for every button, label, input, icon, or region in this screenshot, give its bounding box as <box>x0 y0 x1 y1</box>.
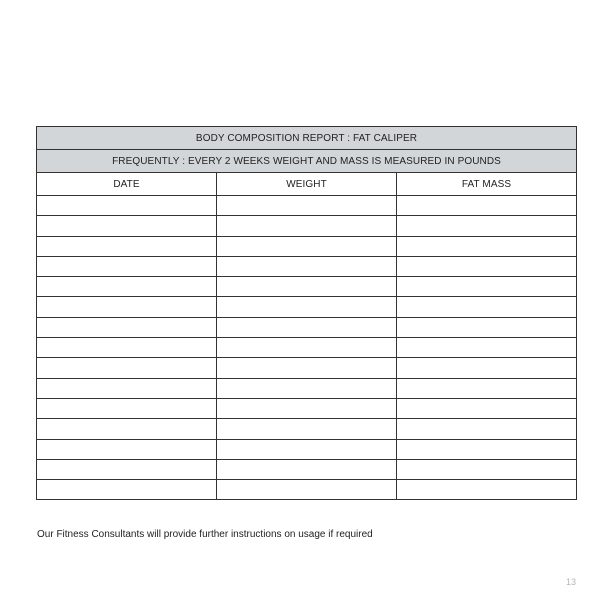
weight-cell[interactable] <box>217 480 397 500</box>
fat-mass-cell[interactable] <box>397 236 577 256</box>
date-cell[interactable] <box>37 256 217 276</box>
table-row <box>37 439 577 459</box>
footnote: Our Fitness Consultants will provide further instructions on usage if required <box>37 529 373 540</box>
fat-mass-cell[interactable] <box>397 459 577 479</box>
fat-mass-cell[interactable] <box>397 378 577 398</box>
table-row <box>37 358 577 378</box>
table-row <box>37 480 577 500</box>
weight-cell[interactable] <box>217 358 397 378</box>
table-row <box>37 297 577 317</box>
weight-cell[interactable] <box>217 439 397 459</box>
column-header-weight: WEIGHT <box>217 173 397 196</box>
weight-cell[interactable] <box>217 378 397 398</box>
weight-cell[interactable] <box>217 236 397 256</box>
table-row <box>37 196 577 216</box>
fat-mass-cell[interactable] <box>397 297 577 317</box>
weight-cell[interactable] <box>217 297 397 317</box>
date-cell[interactable] <box>37 216 217 236</box>
fat-mass-cell[interactable] <box>397 358 577 378</box>
table-row <box>37 317 577 337</box>
weight-cell[interactable] <box>217 459 397 479</box>
date-cell[interactable] <box>37 439 217 459</box>
fat-mass-cell[interactable] <box>397 439 577 459</box>
date-cell[interactable] <box>37 196 217 216</box>
fat-mass-cell[interactable] <box>397 317 577 337</box>
date-cell[interactable] <box>37 317 217 337</box>
report-frequency: FREQUENTLY : EVERY 2 WEEKS WEIGHT AND MASS IS MEASURED IN POUNDS <box>37 150 577 173</box>
weight-cell[interactable] <box>217 277 397 297</box>
date-cell[interactable] <box>37 297 217 317</box>
page-number: 13 <box>566 577 577 587</box>
weight-cell[interactable] <box>217 256 397 276</box>
fat-mass-cell[interactable] <box>397 480 577 500</box>
date-cell[interactable] <box>37 378 217 398</box>
date-cell[interactable] <box>37 419 217 439</box>
date-cell[interactable] <box>37 480 217 500</box>
title-row <box>37 127 577 150</box>
body-composition-table <box>36 126 577 500</box>
frequency-row <box>37 150 577 173</box>
weight-cell[interactable] <box>217 216 397 236</box>
table-row <box>37 256 577 276</box>
table-row <box>37 216 577 236</box>
column-header-fat-mass: FAT MASS <box>397 173 577 196</box>
table-row <box>37 277 577 297</box>
column-header-date: DATE <box>37 173 217 196</box>
fat-mass-cell[interactable] <box>397 338 577 358</box>
fat-mass-cell[interactable] <box>397 216 577 236</box>
table-row <box>37 338 577 358</box>
weight-cell[interactable] <box>217 419 397 439</box>
table-row <box>37 236 577 256</box>
table-row <box>37 378 577 398</box>
date-cell[interactable] <box>37 398 217 418</box>
date-cell[interactable] <box>37 358 217 378</box>
date-cell[interactable] <box>37 236 217 256</box>
report-title: BODY COMPOSITION REPORT : FAT CALIPER <box>37 127 577 150</box>
column-header-row <box>37 173 577 196</box>
fat-mass-cell[interactable] <box>397 398 577 418</box>
fat-mass-cell[interactable] <box>397 256 577 276</box>
weight-cell[interactable] <box>217 317 397 337</box>
date-cell[interactable] <box>37 277 217 297</box>
fat-mass-cell[interactable] <box>397 419 577 439</box>
fat-mass-cell[interactable] <box>397 196 577 216</box>
weight-cell[interactable] <box>217 338 397 358</box>
table-row <box>37 398 577 418</box>
fat-mass-cell[interactable] <box>397 277 577 297</box>
date-cell[interactable] <box>37 459 217 479</box>
weight-cell[interactable] <box>217 196 397 216</box>
table-row <box>37 419 577 439</box>
table-row <box>37 459 577 479</box>
date-cell[interactable] <box>37 338 217 358</box>
weight-cell[interactable] <box>217 398 397 418</box>
